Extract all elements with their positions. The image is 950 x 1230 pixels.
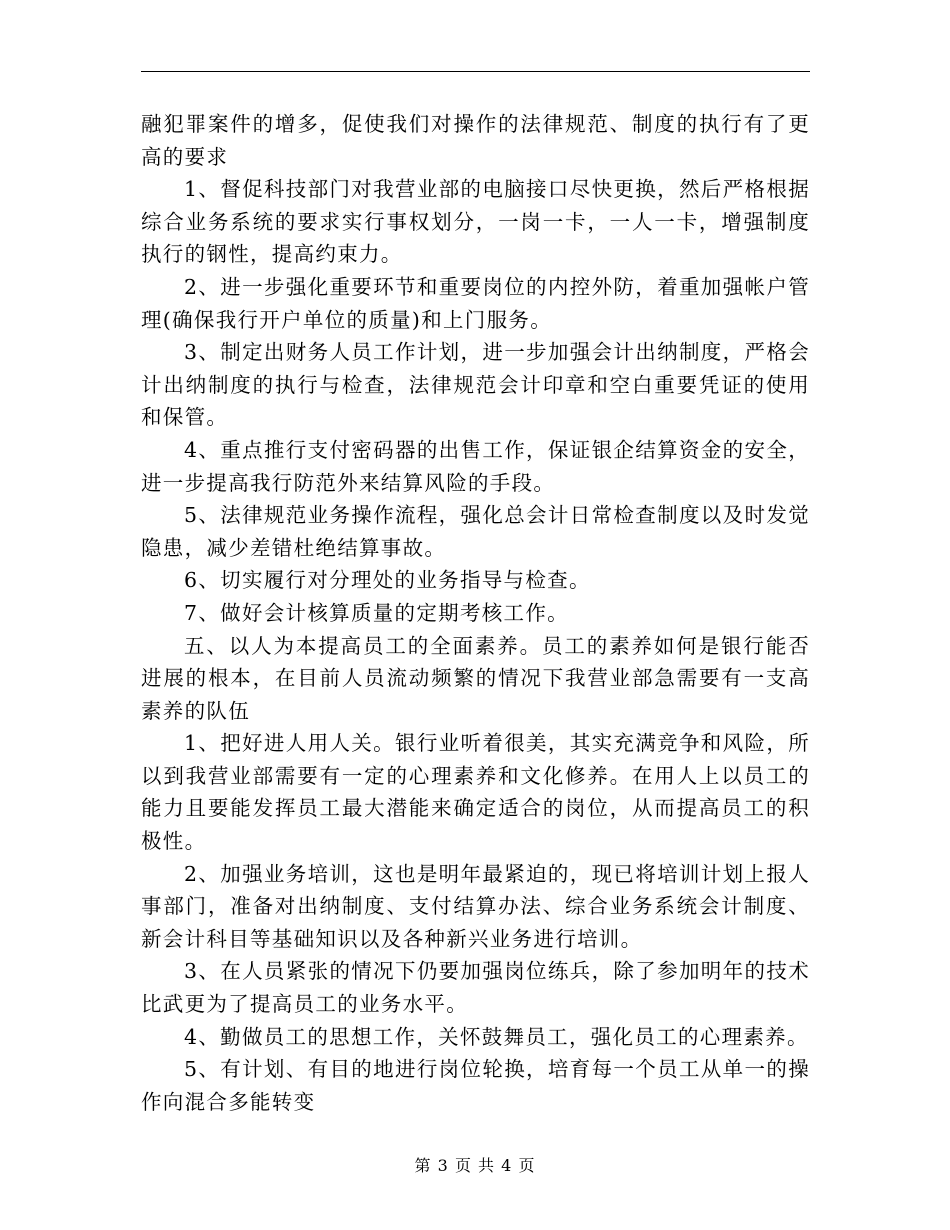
paragraph-5: 4、重点推行支付密码器的出售工作，保证银企结算资金的安全，进一步提高我行防范外来结算风险的手段。	[141, 437, 810, 495]
paragraph-2: 1、督促科技部门对我营业部的电脑接口尽快更换，然后严格根据综合业务系统的要求实行事权划分，一岗一卡，一人一卡，增强制度执行的钢性，提高约束力。	[141, 177, 810, 267]
header-rule	[141, 71, 810, 72]
paragraph-12: 3、在人员紧张的情况下仍要加强岗位练兵，除了参加明年的技术比武更为了提高员工的业务水平。	[141, 959, 810, 1017]
paragraph-8: 7、做好会计核算质量的定期考核工作。	[184, 600, 569, 625]
paragraph-11: 2、加强业务培训，这也是明年最紧迫的，现已将培训计划上报人事部门，准备对出纳制度、支付结算办法、综合业务系统会计制度、新会计科目等基础知识以及各种新兴业务进行培训。	[141, 861, 810, 951]
footer-total-pages: 4	[501, 1156, 513, 1175]
footer-label-page-end: 页	[518, 1156, 536, 1175]
document-body	[141, 108, 810, 1118]
footer-current-page: 3	[437, 1156, 449, 1175]
paragraph-7: 6、切实履行对分理处的业务指导与检查。	[184, 568, 591, 593]
paragraph-1: 融犯罪案件的增多，促使我们对操作的法律规范、制度的执行有了更高的要求	[141, 112, 810, 169]
footer-label-prefix: 第	[414, 1156, 432, 1175]
paragraph-14: 5、有计划、有目的地进行岗位轮换，培育每一个员工从单一的操作向混合多能转变	[141, 1057, 810, 1114]
paragraph-13: 4、勤做员工的思想工作，关怀鼓舞员工，强化员工的心理素养。	[184, 1024, 809, 1049]
paragraph-4: 3、制定出财务人员工作计划，进一步加强会计出纳制度，严格会计出纳制度的执行与检查，法律规范会计印章和空白重要凭证的使用和保管。	[141, 340, 810, 430]
paragraph-9: 五、以人为本提高员工的全面素养。员工的素养如何是银行能否进展的根本，在目前人员流动频繁的情况下我营业部急需要有一支高素养的队伍	[141, 633, 810, 723]
paragraph-10: 1、把好进人用人关。银行业听着很美，其实充满竞争和风险，所以到我营业部需要有一定的心理素养和文化修养。在用人上以员工的能力且要能发挥员工最大潜能来确定适合的岗位，从而提高员工的积极性。	[141, 731, 810, 854]
paragraph-3: 2、进一步强化重要环节和重要岗位的内控外防，着重加强帐户管理(确保我行开户单位的质量)和上门服务。	[141, 274, 810, 332]
paragraph-6: 5、法律规范业务操作流程，强化总会计日常检查制度以及时发觉隐患，减少差错杜绝结算事故。	[141, 503, 810, 560]
footer-label-total: 共	[478, 1156, 496, 1175]
footer-label-page: 页	[454, 1156, 472, 1175]
page-number-footer	[0, 1153, 950, 1176]
